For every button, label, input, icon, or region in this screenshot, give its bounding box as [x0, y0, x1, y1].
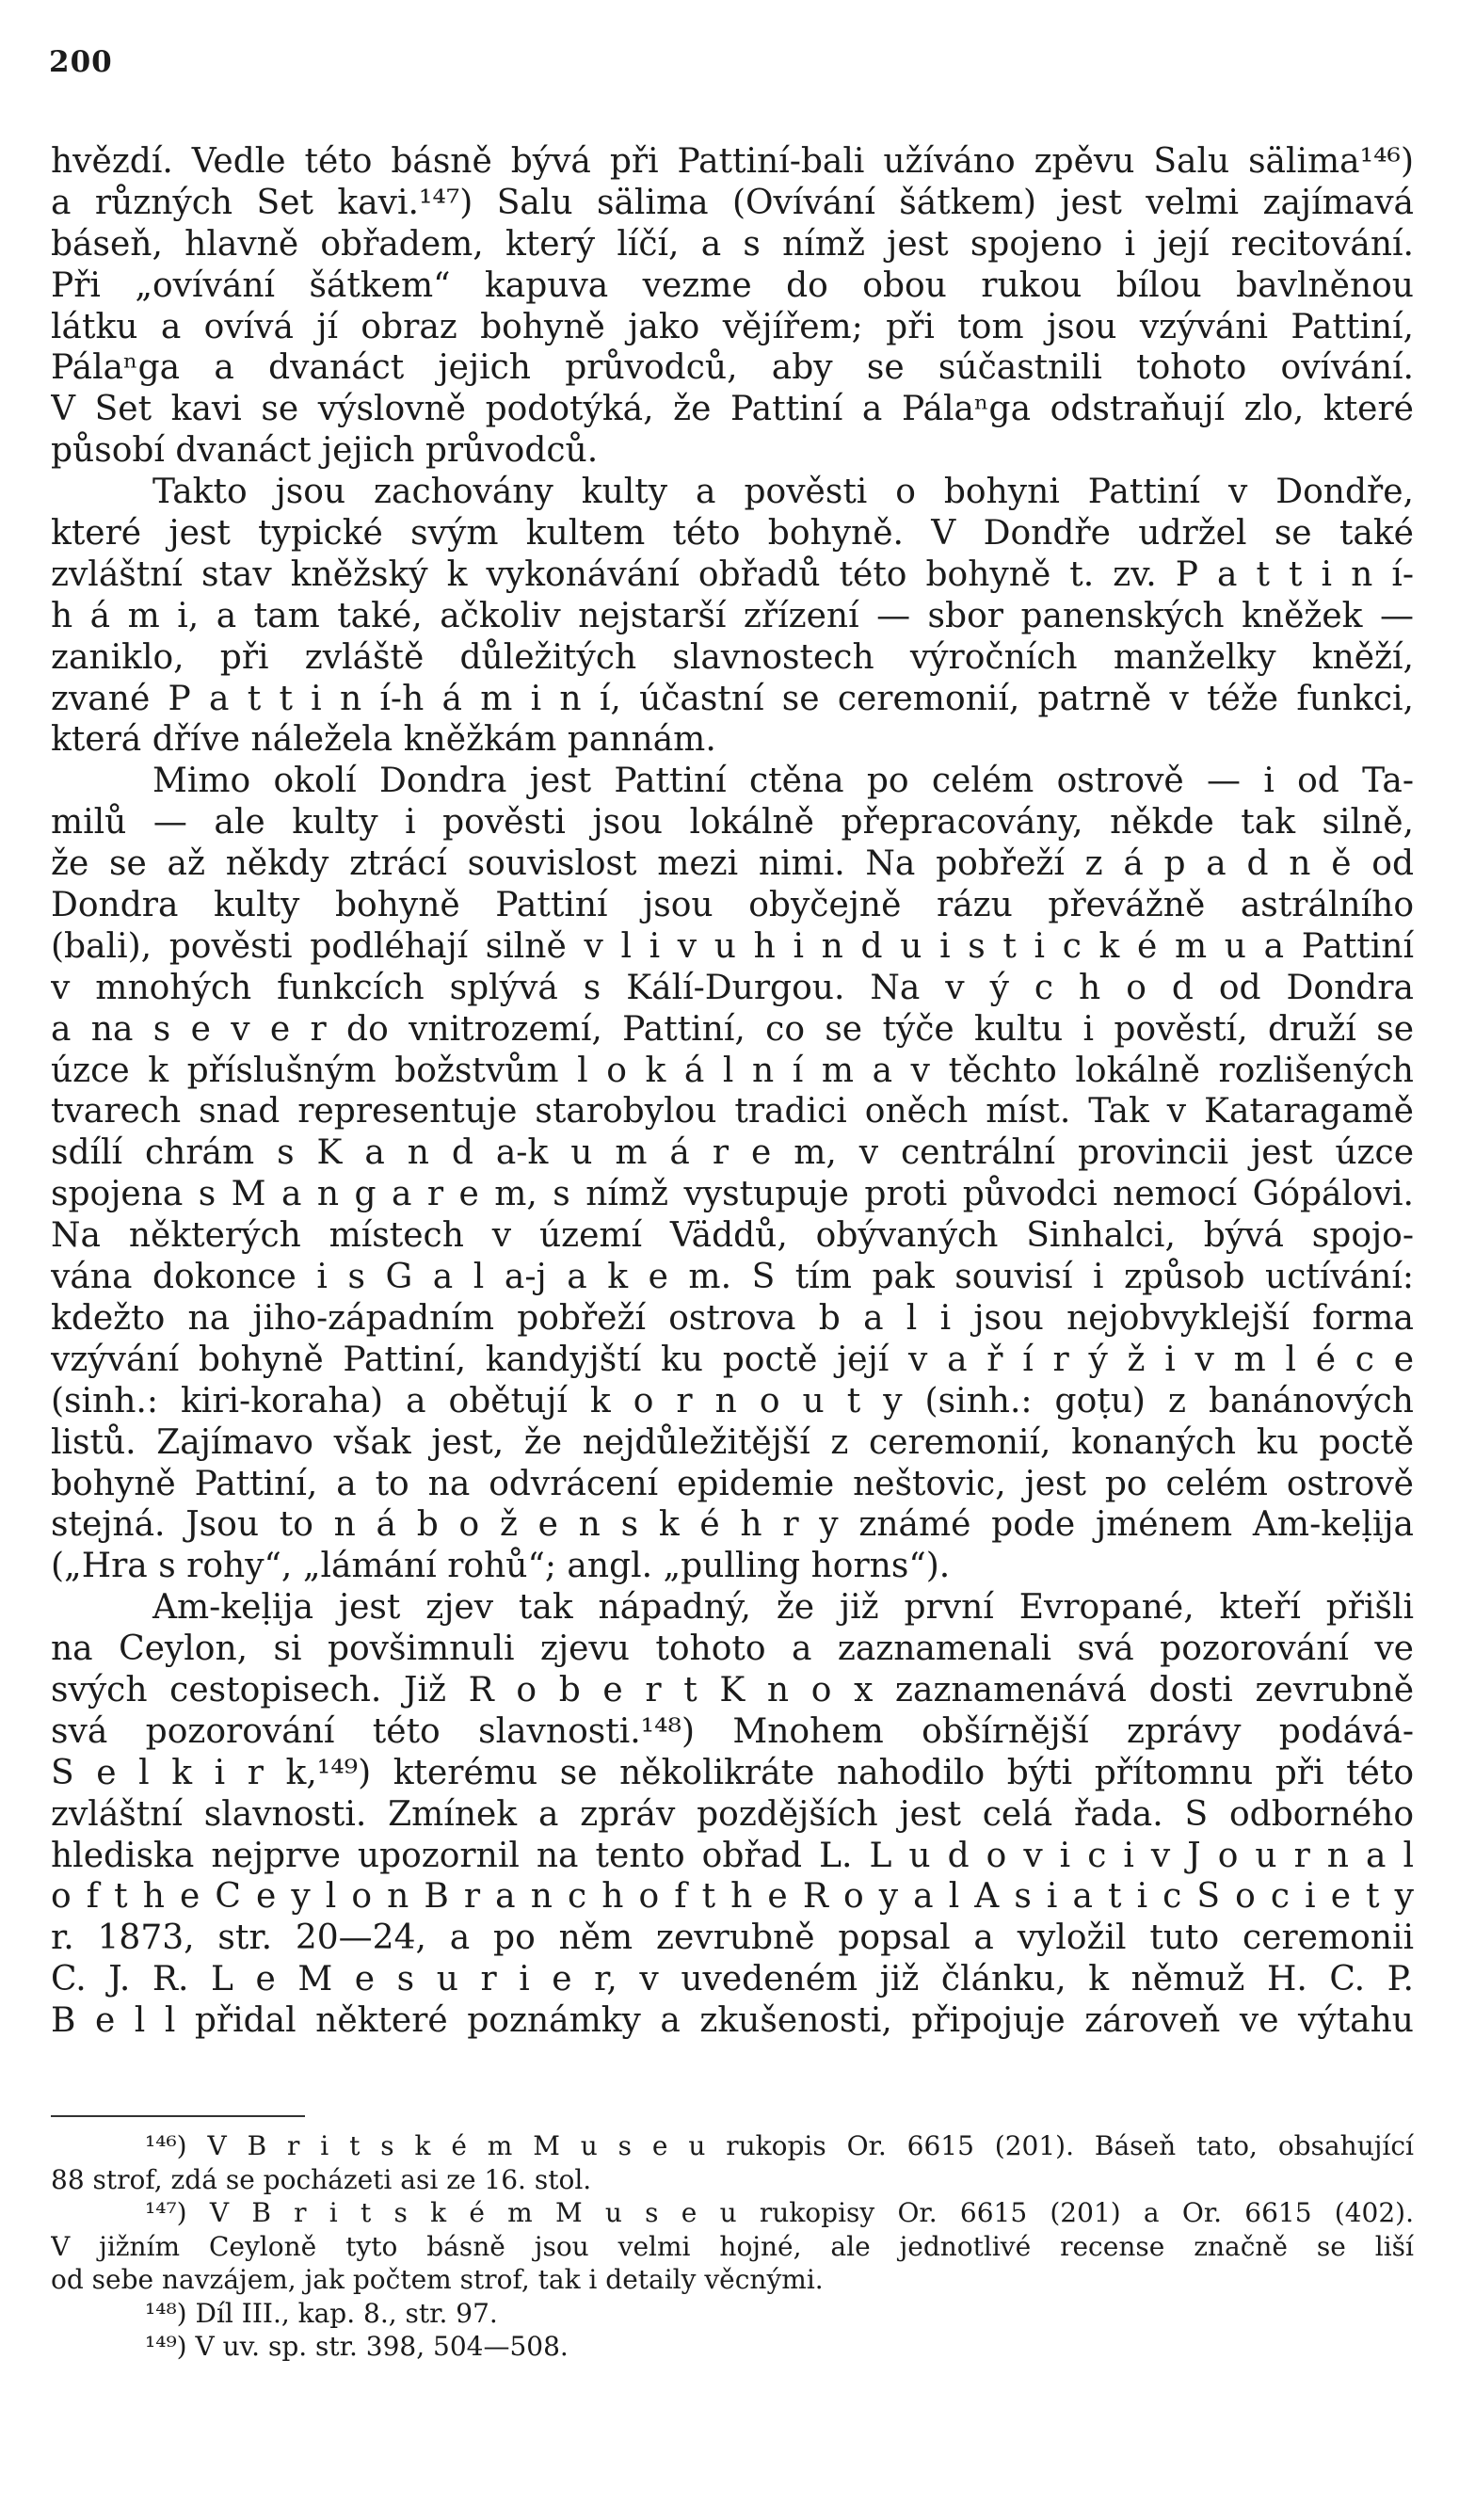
text-line: S e l k i r k,¹⁴⁹) kterému se několikráte nahodilo býti přítomnu při této — [51, 1753, 1414, 1792]
text-line: listů. Zajímavo však jest, že nejdůležitější z ceremonií, konaných ku poctě — [51, 1422, 1414, 1462]
text-line: V Set kavi se výslovně podotýká, že Pattiní a Pálaⁿga odstraňují zlo, které — [51, 390, 1414, 429]
paragraph-start-line: Mimo okolí Dondra jest Pattiní ctěna po celém ostrově — i od Ta- — [152, 762, 1414, 801]
text-line: Pálaⁿga a dvanáct jejich průvodců, aby se súčastnili tohoto ovívání. — [51, 348, 1414, 388]
text-line: h á m i, a tam také, ačkoliv nejstarší zřízení — sbor panenských kněžek — — [51, 596, 1414, 635]
footnote-divider — [51, 2115, 305, 2117]
text-line: spojena s M a n g a r e m, s nímž vystupuje proti původci nemocí Gópálovi. — [51, 1175, 1414, 1214]
text-line: bohyně Pattiní, a to na odvrácení epidemie neštovic, jest po celém ostrově — [51, 1464, 1414, 1503]
text-line: sdílí chrám s K a n d a-k u m á r e m, v centrální provincii jest úzce — [51, 1133, 1414, 1173]
text-line: působí dvanáct jejich průvodců. — [51, 431, 599, 471]
paragraph-start-line: Am-keḷija jest zjev tak nápadný, že již první Evropané, kteří přišli — [152, 1588, 1414, 1628]
text-line: která dříve náležela kněžkám pannám. — [51, 720, 716, 760]
footnote-line: V jižním Ceyloně tyto básně jsou velmi hojné, ale jednotlivé recense značně se liší — [51, 2230, 1414, 2262]
text-line: zaniklo, při zvláště důležitých slavnostech výročních manželky kněží, — [51, 637, 1414, 677]
text-line: zvláštní slavnosti. Zmínek a zpráv pozdějších jest celá řada. S odborného — [51, 1794, 1414, 1834]
text-line: tvarech snad representuje starobylou tradici oněch míst. Tak v Kataragamě — [51, 1092, 1414, 1132]
text-line: kdežto na jiho-západním pobřeží ostrova b a l i jsou nejobvyklejší forma — [51, 1298, 1414, 1338]
text-line: báseň, hlavně obřadem, který líčí, a s nímž jest spojeno i její recitování. — [51, 224, 1414, 264]
text-line: Dondra kulty bohyně Pattiní jsou obyčejně rázu převážně astrálního — [51, 886, 1414, 925]
footnote-line: od sebe navzájem, jak počtem strof, tak i detaily věcnými. — [51, 2264, 824, 2295]
text-line: a různých Set kavi.¹⁴⁷) Salu sälima (Ovívání šátkem) jest velmi zajímavá — [51, 183, 1414, 222]
text-line: Při „ovívání šátkem“ kapuva vezme do obou rukou bílou bavlněnou — [51, 265, 1414, 305]
text-line: které jest typické svým kultem této bohyně. V Dondře udržel se také — [51, 514, 1414, 554]
text-line: C. J. R. L e M e s u r i e r, v uvedeném již článku, k němuž H. C. P. — [51, 1960, 1414, 1999]
text-line: hlediska nejprve upozornil na tento obřad L. L u d o v i c i v J o u r n a l — [51, 1836, 1414, 1875]
footnote-148: ¹⁴⁸) Díl III., kap. 8., str. 97. — [145, 2297, 498, 2329]
footnote-146: ¹⁴⁶) V B r i t s k é m M u s e u rukopis Or. 6615 (201). Báseň tato, obsahující — [145, 2130, 1414, 2161]
text-line: Na některých místech v území Väddů, obývaných Sinhalci, bývá spojo- — [51, 1216, 1414, 1256]
text-line: r. 1873, str. 20—24, a po něm zevrubně popsal a vyložil tuto ceremonii — [51, 1918, 1414, 1958]
text-line: látku a ovívá jí obraz bohyně jako vějířem; při tom jsou vzýváni Pattiní, — [51, 307, 1414, 346]
text-line: (sinh.: kiri-koraha) a obětují k o r n o u t y (sinh.: goṭu) z banánových — [51, 1381, 1414, 1421]
text-line: v mnohých funkcích splývá s Kálí-Durgou. Na v ý c h o d od Dondra — [51, 968, 1414, 1007]
text-line: svá pozorování této slavnosti.¹⁴⁸) Mnohem obšírnější zprávy podává- — [51, 1711, 1414, 1751]
text-line: („Hra s rohy“, „lámání rohů“; angl. „pulling horns“). — [51, 1547, 951, 1586]
text-line: vzývání bohyně Pattiní, kandyjští ku poctě její v a ř í r ý ž i v m l é c e — [51, 1340, 1414, 1379]
page-number: 200 — [49, 45, 113, 79]
text-line: že se až někdy ztrácí souvislost mezi nimi. Na pobřeží z á p a d n ě od — [51, 844, 1414, 884]
text-line: vána dokonce i s G a l a-j a k e m. S tím pak souvisí i způsob uctívání: — [51, 1258, 1414, 1297]
body-text — [51, 141, 1414, 2042]
text-line: B e l l přidal některé poznámky a zkušenosti, připojuje zároveň ve výtahu — [51, 2001, 1414, 2041]
text-line: hvězdí. Vedle této básně bývá při Pattiní-bali užíváno zpěvu Salu sälima¹⁴⁶) — [51, 142, 1414, 181]
text-line: úzce k příslušným božstvům l o k á l n í m a v těchto lokálně rozlišených — [51, 1051, 1414, 1090]
text-line: zvané P a t t i n í-h á m i n í, účastní se ceremonií, patrně v téže funkci, — [51, 679, 1414, 718]
footnote-147: ¹⁴⁷) V B r i t s k é m M u s e u rukopisy Or. 6615 (201) a Or. 6615 (402). — [145, 2197, 1414, 2228]
text-line: na Ceylon, si povšimnuli zjevu tohoto a zaznamenali svá pozorování ve — [51, 1629, 1414, 1669]
footnote-line: 88 strof, zdá se pocházeti asi ze 16. stol. — [51, 2163, 592, 2195]
paragraph-start-line: Takto jsou zachovány kulty a pověsti o bohyni Pattiní v Dondře, — [152, 473, 1414, 512]
footnote-149: ¹⁴⁹) V uv. sp. str. 398, 504—508. — [145, 2331, 569, 2362]
text-line: stejná. Jsou to n á b o ž e n s k é h r y známé pode jménem Am-keḷija — [51, 1505, 1414, 1545]
text-line: o f t h e C e y l o n B r a n c h o f t h e R o y a l A s i a t i c S o c i e t y — [51, 1877, 1414, 1917]
text-line: a na s e v e r do vnitrozemí, Pattiní, co se týče kultu i pověstí, druží se — [51, 1009, 1414, 1049]
text-line: svých cestopisech. Již R o b e r t K n o x zaznamenává dosti zevrubně — [51, 1670, 1414, 1709]
text-line: (bali), pověsti podléhají silně v l i v u h i n d u i s t i c k é m u a Pattiní — [51, 926, 1414, 966]
footnotes — [51, 2129, 1414, 2364]
text-line: milů — ale kulty i pověsti jsou lokálně přepracovány, někde tak silně, — [51, 803, 1414, 843]
text-line: zvláštní stav kněžský k vykonávání obřadů této bohyně t. zv. P a t t i n í- — [51, 554, 1414, 594]
